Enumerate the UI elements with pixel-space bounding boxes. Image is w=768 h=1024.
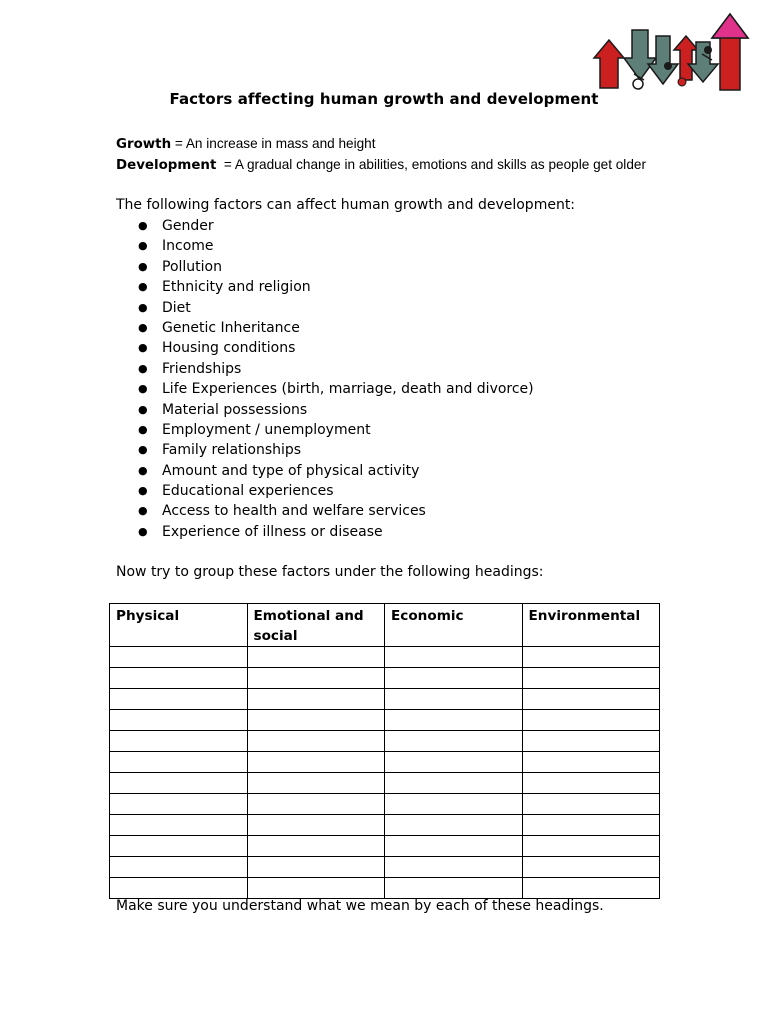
table-cell[interactable] <box>247 773 385 794</box>
factor-label: Access to health and welfare services <box>162 503 426 520</box>
table-cell[interactable] <box>385 815 523 836</box>
table-cell[interactable] <box>385 668 523 689</box>
list-item <box>138 461 534 481</box>
bullet-icon: ● <box>138 259 148 273</box>
list-item <box>138 379 534 399</box>
table-row <box>110 836 660 857</box>
table-cell[interactable] <box>110 668 248 689</box>
footer-note: Make sure you understand what we mean by each of these headings. <box>116 898 604 914</box>
bullet-icon: ● <box>138 361 148 375</box>
table-cell[interactable] <box>247 878 385 899</box>
list-item <box>138 501 534 521</box>
table-cell[interactable] <box>110 878 248 899</box>
bullet-icon: ● <box>138 219 148 232</box>
list-item <box>138 359 534 379</box>
definition-growth <box>116 136 376 152</box>
bullet-icon: ● <box>138 463 148 477</box>
table-cell[interactable] <box>522 794 660 815</box>
list-item <box>138 298 534 318</box>
bullet-icon: ● <box>138 320 148 334</box>
bullet-icon: ● <box>138 402 148 416</box>
table-cell[interactable] <box>522 668 660 689</box>
table-body <box>110 647 660 899</box>
page-title: Factors affecting human growth and development <box>169 90 599 108</box>
list-item <box>138 257 534 277</box>
table-row <box>110 689 660 710</box>
bullet-icon: ● <box>138 239 148 253</box>
factor-label: Employment / unemployment <box>162 421 371 438</box>
list-item <box>138 481 534 501</box>
factor-label: Genetic Inheritance <box>162 319 300 336</box>
table-cell[interactable] <box>110 731 248 752</box>
factor-label: Family relationships <box>162 442 302 459</box>
table-cell[interactable] <box>522 731 660 752</box>
table-cell[interactable] <box>247 731 385 752</box>
table-row <box>110 773 660 794</box>
table-cell[interactable] <box>247 647 385 668</box>
factor-label: Educational experiences <box>162 483 334 500</box>
bullet-icon: ● <box>138 280 148 294</box>
bullet-icon: ● <box>138 382 148 396</box>
factor-label: Gender <box>162 218 214 234</box>
factor-label: Friendships <box>162 360 242 377</box>
table-row <box>110 668 660 689</box>
table-cell[interactable] <box>385 836 523 857</box>
table-row <box>110 710 660 731</box>
list-item <box>138 420 534 440</box>
table-cell[interactable] <box>522 752 660 773</box>
table-cell[interactable] <box>522 710 660 731</box>
factor-label: Income <box>162 238 214 255</box>
table-row <box>110 878 660 899</box>
intro-text: The following factors can affect human growth and development: <box>116 197 576 213</box>
header-environmental: Environmental <box>522 604 660 647</box>
table-cell[interactable] <box>247 668 385 689</box>
table-cell[interactable] <box>247 815 385 836</box>
bullet-icon: ● <box>138 443 148 457</box>
table-cell[interactable] <box>522 836 660 857</box>
definition-term: Growth <box>116 137 172 152</box>
table-cell[interactable] <box>110 857 248 878</box>
table-cell[interactable] <box>522 878 660 899</box>
table-cell[interactable] <box>110 836 248 857</box>
table-cell[interactable] <box>110 647 248 668</box>
growth-arrows-icon <box>592 10 750 92</box>
bullet-icon: ● <box>138 341 148 355</box>
list-item <box>138 236 534 256</box>
list-item <box>138 277 534 297</box>
table-cell[interactable] <box>385 731 523 752</box>
factor-label: Experience of illness or disease <box>162 523 383 540</box>
table-cell[interactable] <box>247 710 385 731</box>
table-cell[interactable] <box>385 752 523 773</box>
table-cell[interactable] <box>247 836 385 857</box>
table-cell[interactable] <box>110 689 248 710</box>
table-cell[interactable] <box>385 794 523 815</box>
list-item <box>138 216 534 236</box>
bullet-icon: ● <box>138 504 148 518</box>
factor-label: Material possessions <box>162 401 308 418</box>
table-cell[interactable] <box>110 815 248 836</box>
definition-text: = A gradual change in abilities, emotions and skills as people get older <box>216 157 646 172</box>
list-item <box>138 318 534 338</box>
definition-term: Development <box>116 158 217 173</box>
factor-label: Diet <box>162 299 191 316</box>
table-cell[interactable] <box>110 794 248 815</box>
table-cell[interactable] <box>110 752 248 773</box>
table-cell[interactable] <box>522 815 660 836</box>
table-cell[interactable] <box>247 857 385 878</box>
definition-development <box>116 157 646 173</box>
table-row <box>110 794 660 815</box>
table-cell[interactable] <box>522 857 660 878</box>
table-cell[interactable] <box>385 689 523 710</box>
table-row <box>110 857 660 878</box>
grouping-table <box>109 603 660 899</box>
bullet-icon: ● <box>138 300 148 314</box>
definition-text: = An increase in mass and height <box>171 136 376 151</box>
table-cell[interactable] <box>522 773 660 794</box>
table-cell[interactable] <box>385 710 523 731</box>
bullet-icon: ● <box>138 524 148 538</box>
table-cell[interactable] <box>522 689 660 710</box>
table-cell[interactable] <box>247 794 385 815</box>
header-emotional-social: Emotional and social <box>247 604 385 647</box>
table-row <box>110 647 660 668</box>
table-header-row <box>110 604 660 647</box>
list-item <box>138 338 534 358</box>
factor-label: Pollution <box>162 258 222 275</box>
list-item <box>138 440 534 460</box>
table-row <box>110 731 660 752</box>
table-cell[interactable] <box>385 773 523 794</box>
table-cell[interactable] <box>247 689 385 710</box>
table-row <box>110 815 660 836</box>
list-item <box>138 522 534 542</box>
bullet-icon: ● <box>138 484 148 498</box>
factor-list <box>138 216 534 542</box>
table-cell[interactable] <box>110 710 248 731</box>
factor-label: Housing conditions <box>162 340 296 357</box>
header-economic: Economic <box>385 604 523 647</box>
table-cell[interactable] <box>110 773 248 794</box>
table-cell[interactable] <box>385 857 523 878</box>
table-cell[interactable] <box>385 878 523 899</box>
table-cell[interactable] <box>522 647 660 668</box>
header-physical: Physical <box>110 604 248 647</box>
factor-label: Life Experiences (birth, marriage, death and divorce) <box>162 381 534 398</box>
factor-label: Ethnicity and religion <box>162 279 311 296</box>
bullet-icon: ● <box>138 422 148 436</box>
table-cell[interactable] <box>247 752 385 773</box>
table-cell[interactable] <box>385 647 523 668</box>
group-instruction: Now try to group these factors under the following headings: <box>116 564 544 580</box>
factor-label: Amount and type of physical activity <box>162 462 420 479</box>
list-item <box>138 400 534 420</box>
table-row <box>110 752 660 773</box>
